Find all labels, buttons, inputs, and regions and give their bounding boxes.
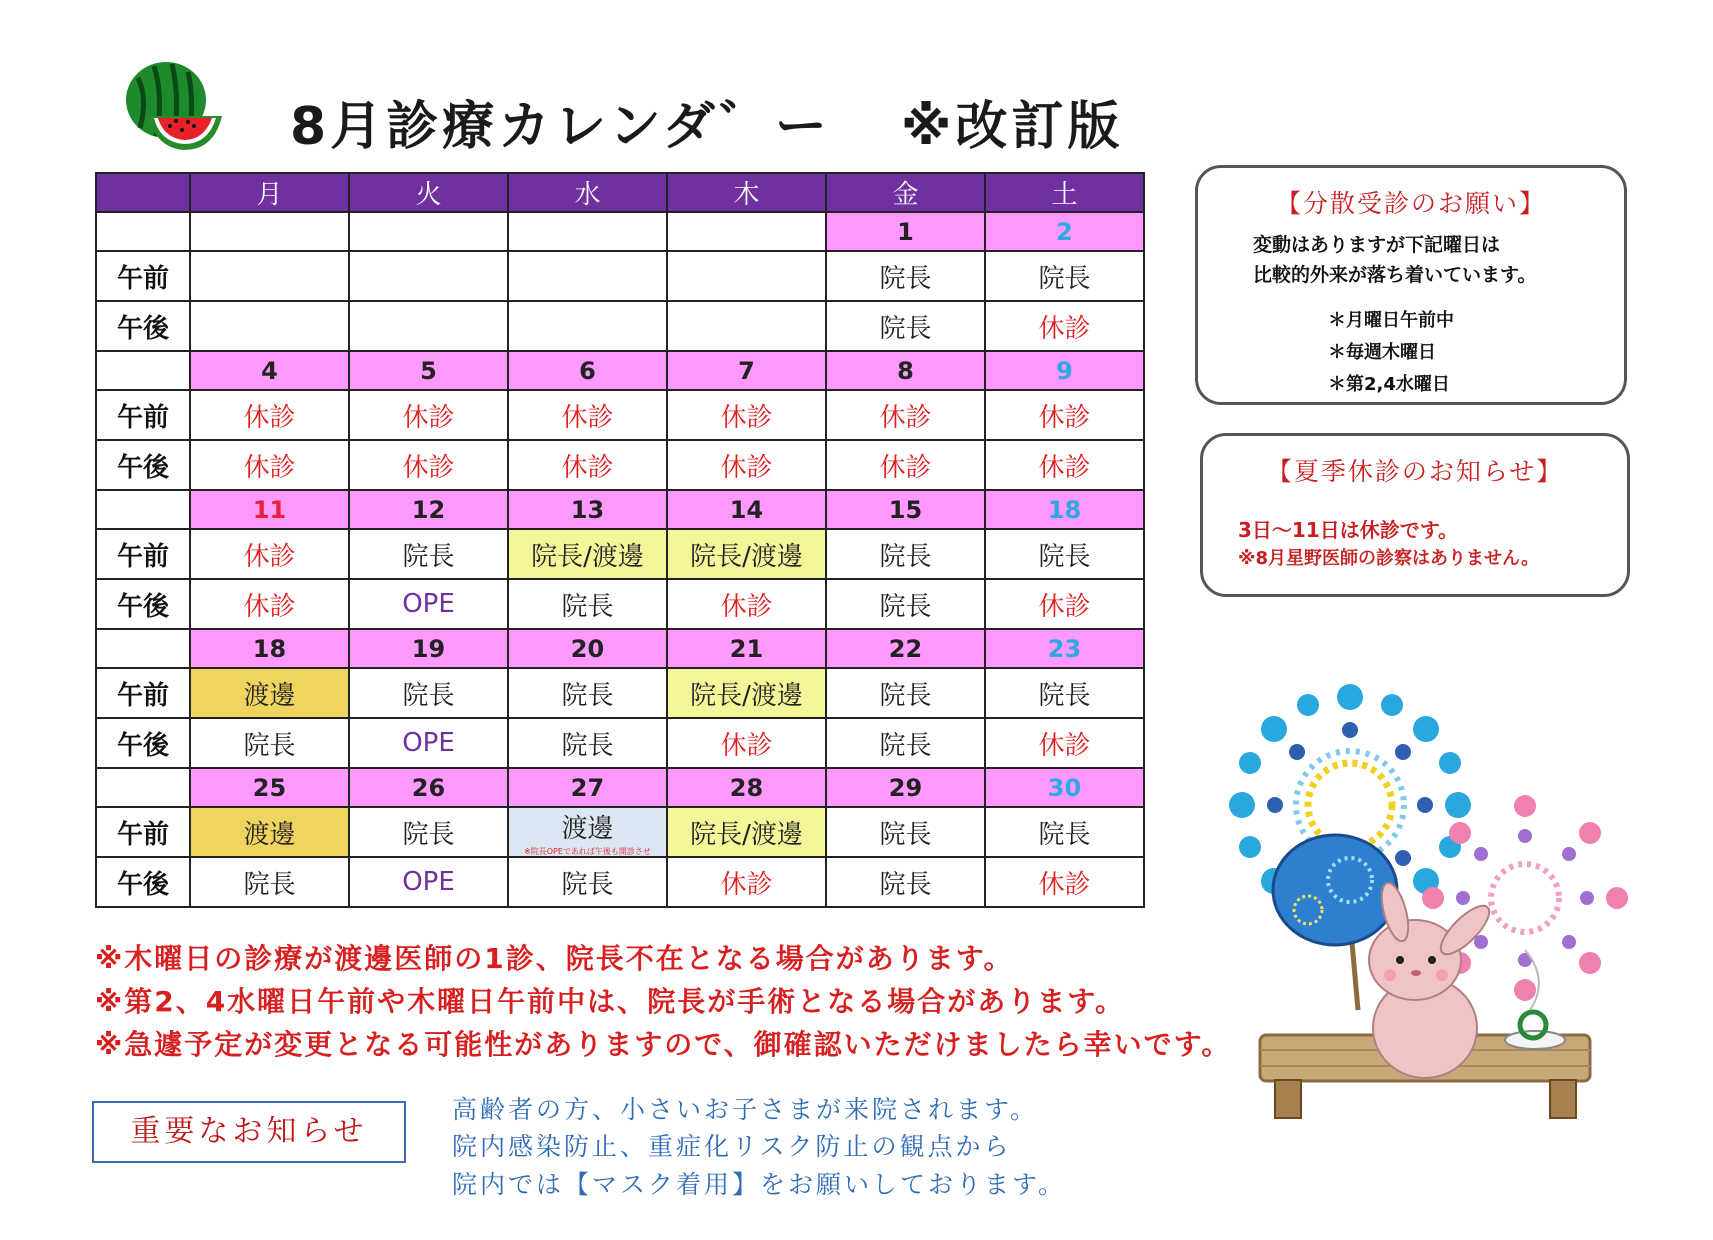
- box-text: ※8月星野医師の診察はありません。: [1238, 548, 1540, 569]
- am-row: [96, 251, 1144, 301]
- pm-row: [96, 718, 1144, 768]
- pm-label: 午後: [96, 718, 190, 768]
- fireworks-illustration: [1200, 680, 1640, 1150]
- day-header: 木: [667, 173, 826, 212]
- session-cell: 院長: [508, 668, 667, 718]
- date-cell: 6: [508, 351, 667, 390]
- pm-label: 午後: [96, 301, 190, 351]
- date-cell: 2: [985, 212, 1144, 251]
- box-text: 3日～11日は休診です。: [1238, 518, 1459, 542]
- session-cell: 院長/渡邊: [667, 807, 826, 857]
- page-title: 8月診療カレンダ゛ー ※改訂版: [290, 97, 1124, 157]
- session-cell: OPE: [349, 579, 508, 629]
- day-header: 水: [508, 173, 667, 212]
- day-header: 火: [349, 173, 508, 212]
- box-title: 【夏季休診のお知らせ】: [1266, 457, 1564, 486]
- session-cell: 院長: [985, 529, 1144, 579]
- mask-request-line: 院内感染防止、重症化リスク防止の観点から: [452, 1132, 1012, 1161]
- session-cell: [508, 807, 667, 857]
- date-cell: 28: [667, 768, 826, 807]
- date-row: [96, 351, 1144, 390]
- date-cell: 26: [349, 768, 508, 807]
- am-label: 午前: [96, 251, 190, 301]
- session-cell: [190, 301, 349, 351]
- date-cell: 18: [190, 629, 349, 668]
- session-cell: 休診: [985, 390, 1144, 440]
- blank-cell: [96, 629, 190, 668]
- date-cell: 29: [826, 768, 985, 807]
- session-cell: [667, 251, 826, 301]
- session-cell: 休診: [985, 579, 1144, 629]
- session-cell: 休診: [349, 390, 508, 440]
- corner-cell: [96, 173, 190, 212]
- session-cell: 院長: [349, 529, 508, 579]
- session-cell: 渡邊: [190, 807, 349, 857]
- box-text: 変動はありますが下記曜日は: [1253, 234, 1501, 256]
- session-cell: 院長: [826, 529, 985, 579]
- session-cell: 院長: [826, 579, 985, 629]
- session-cell: [667, 301, 826, 351]
- mask-request-line: 院内では【マスク着用】をお願いしております。: [452, 1170, 1067, 1199]
- cell-note: ※院長OPEであれば午後も開診させ: [524, 847, 651, 856]
- am-row: [96, 390, 1144, 440]
- distributed-visit-box: [1195, 165, 1627, 405]
- session-cell: 院長/渡邊: [508, 529, 667, 579]
- date-cell: 25: [190, 768, 349, 807]
- bullet-item: ＊第2,4水曜日: [1328, 374, 1450, 395]
- session-cell: 休診: [667, 718, 826, 768]
- date-cell: 18: [985, 490, 1144, 529]
- day-header: 金: [826, 173, 985, 212]
- date-cell: 19: [349, 629, 508, 668]
- date-cell: 23: [985, 629, 1144, 668]
- pm-label: 午後: [96, 579, 190, 629]
- session-cell: [349, 301, 508, 351]
- blank-cell: [96, 768, 190, 807]
- session-cell: 休診: [826, 440, 985, 490]
- session-cell: [508, 251, 667, 301]
- session-cell: OPE: [349, 718, 508, 768]
- session-cell: 院長: [508, 579, 667, 629]
- date-cell: 22: [826, 629, 985, 668]
- session-cell: 休診: [190, 529, 349, 579]
- session-cell: 院長: [349, 668, 508, 718]
- day-header: 土: [985, 173, 1144, 212]
- bullet-item: ＊月曜日午前中: [1328, 310, 1454, 331]
- am-row: [96, 668, 1144, 718]
- pm-row: [96, 301, 1144, 351]
- summer-closure-box: [1200, 433, 1630, 597]
- session-cell: 休診: [985, 857, 1144, 907]
- date-cell: 1: [826, 212, 985, 251]
- blank-cell: [96, 490, 190, 529]
- pm-label: 午後: [96, 857, 190, 907]
- session-cell: 休診: [190, 440, 349, 490]
- session-cell: 休診: [826, 390, 985, 440]
- mask-request-line: 高齢者の方、小さいお子さまが来院されます。: [452, 1095, 1039, 1124]
- session-cell: 院長: [190, 718, 349, 768]
- session-cell: 休診: [985, 718, 1144, 768]
- date-row: [96, 768, 1144, 807]
- pm-row: [96, 857, 1144, 907]
- session-cell: 院長: [826, 718, 985, 768]
- session-cell: 院長: [508, 857, 667, 907]
- date-cell: 7: [667, 351, 826, 390]
- notice-line: ※第2、4水曜日午前や木曜日午前中は、院長が手術となる場合があります。: [95, 985, 1125, 1018]
- date-cell: 15: [826, 490, 985, 529]
- session-cell: 院長: [985, 251, 1144, 301]
- pm-label: 午後: [96, 440, 190, 490]
- date-cell: [190, 212, 349, 251]
- session-cell: 休診: [190, 390, 349, 440]
- date-cell: [508, 212, 667, 251]
- date-cell: 11: [190, 490, 349, 529]
- session-cell: 休診: [667, 579, 826, 629]
- session-cell: 院長/渡邊: [667, 668, 826, 718]
- session-cell: 休診: [349, 440, 508, 490]
- session-cell: OPE: [349, 857, 508, 907]
- date-cell: 9: [985, 351, 1144, 390]
- session-cell: [508, 301, 667, 351]
- revision-label: ※改訂版: [900, 97, 1124, 157]
- date-cell: 8: [826, 351, 985, 390]
- date-cell: [667, 212, 826, 251]
- date-cell: [349, 212, 508, 251]
- date-cell: 21: [667, 629, 826, 668]
- session-cell: 院長/渡邊: [667, 529, 826, 579]
- session-cell: 休診: [985, 301, 1144, 351]
- am-row: [96, 529, 1144, 579]
- session-cell: 院長: [826, 251, 985, 301]
- session-cell: 休診: [190, 579, 349, 629]
- box-title: 【分散受診のお願い】: [1275, 189, 1546, 218]
- date-cell: 12: [349, 490, 508, 529]
- session-cell: 休診: [508, 440, 667, 490]
- session-cell: 院長: [190, 857, 349, 907]
- date-cell: 27: [508, 768, 667, 807]
- am-label: 午前: [96, 390, 190, 440]
- date-row: [96, 629, 1144, 668]
- session-cell: 院長: [826, 668, 985, 718]
- pm-row: [96, 579, 1144, 629]
- session-cell: 院長: [826, 807, 985, 857]
- important-notice-label: 重要なお知らせ: [92, 1101, 406, 1163]
- notice-line: ※急遽予定が変更となる可能性がありますので、御確認いただけましたら幸いです。: [95, 1028, 1232, 1061]
- am-label: 午前: [96, 807, 190, 857]
- session-cell: 休診: [985, 440, 1144, 490]
- session-cell: 休診: [508, 390, 667, 440]
- session-cell: [190, 251, 349, 301]
- session-cell: [349, 251, 508, 301]
- session-cell: 院長: [508, 718, 667, 768]
- date-cell: 5: [349, 351, 508, 390]
- date-row: [96, 490, 1144, 529]
- date-cell: 13: [508, 490, 667, 529]
- session-cell: 休診: [667, 390, 826, 440]
- notice-line: ※木曜日の診療が渡邊医師の1診、院長不在となる場合があります。: [95, 942, 1014, 975]
- session-cell: 渡邊: [190, 668, 349, 718]
- am-row: [96, 807, 1144, 857]
- session-cell: 院長: [826, 301, 985, 351]
- date-cell: 14: [667, 490, 826, 529]
- session-cell: 休診: [667, 857, 826, 907]
- blank-cell: [96, 351, 190, 390]
- session-cell: 院長: [349, 807, 508, 857]
- schedule-calendar: [95, 172, 1145, 908]
- weekday-header: [96, 173, 1144, 212]
- bullet-item: ＊毎週木曜日: [1328, 342, 1436, 363]
- session-cell: 院長: [985, 668, 1144, 718]
- blank-cell: [96, 212, 190, 251]
- session-cell: 休診: [667, 440, 826, 490]
- session-cell: 院長: [826, 857, 985, 907]
- date-row: [96, 212, 1144, 251]
- date-cell: 20: [508, 629, 667, 668]
- day-header: 月: [190, 173, 349, 212]
- session-text: 渡邊: [561, 814, 614, 844]
- pm-row: [96, 440, 1144, 490]
- date-cell: 30: [985, 768, 1144, 807]
- am-label: 午前: [96, 529, 190, 579]
- date-cell: 4: [190, 351, 349, 390]
- session-cell: 院長: [985, 807, 1144, 857]
- watermelon-icon: [118, 58, 226, 154]
- box-text: 比較的外来が落ち着いています。: [1253, 264, 1537, 286]
- am-label: 午前: [96, 668, 190, 718]
